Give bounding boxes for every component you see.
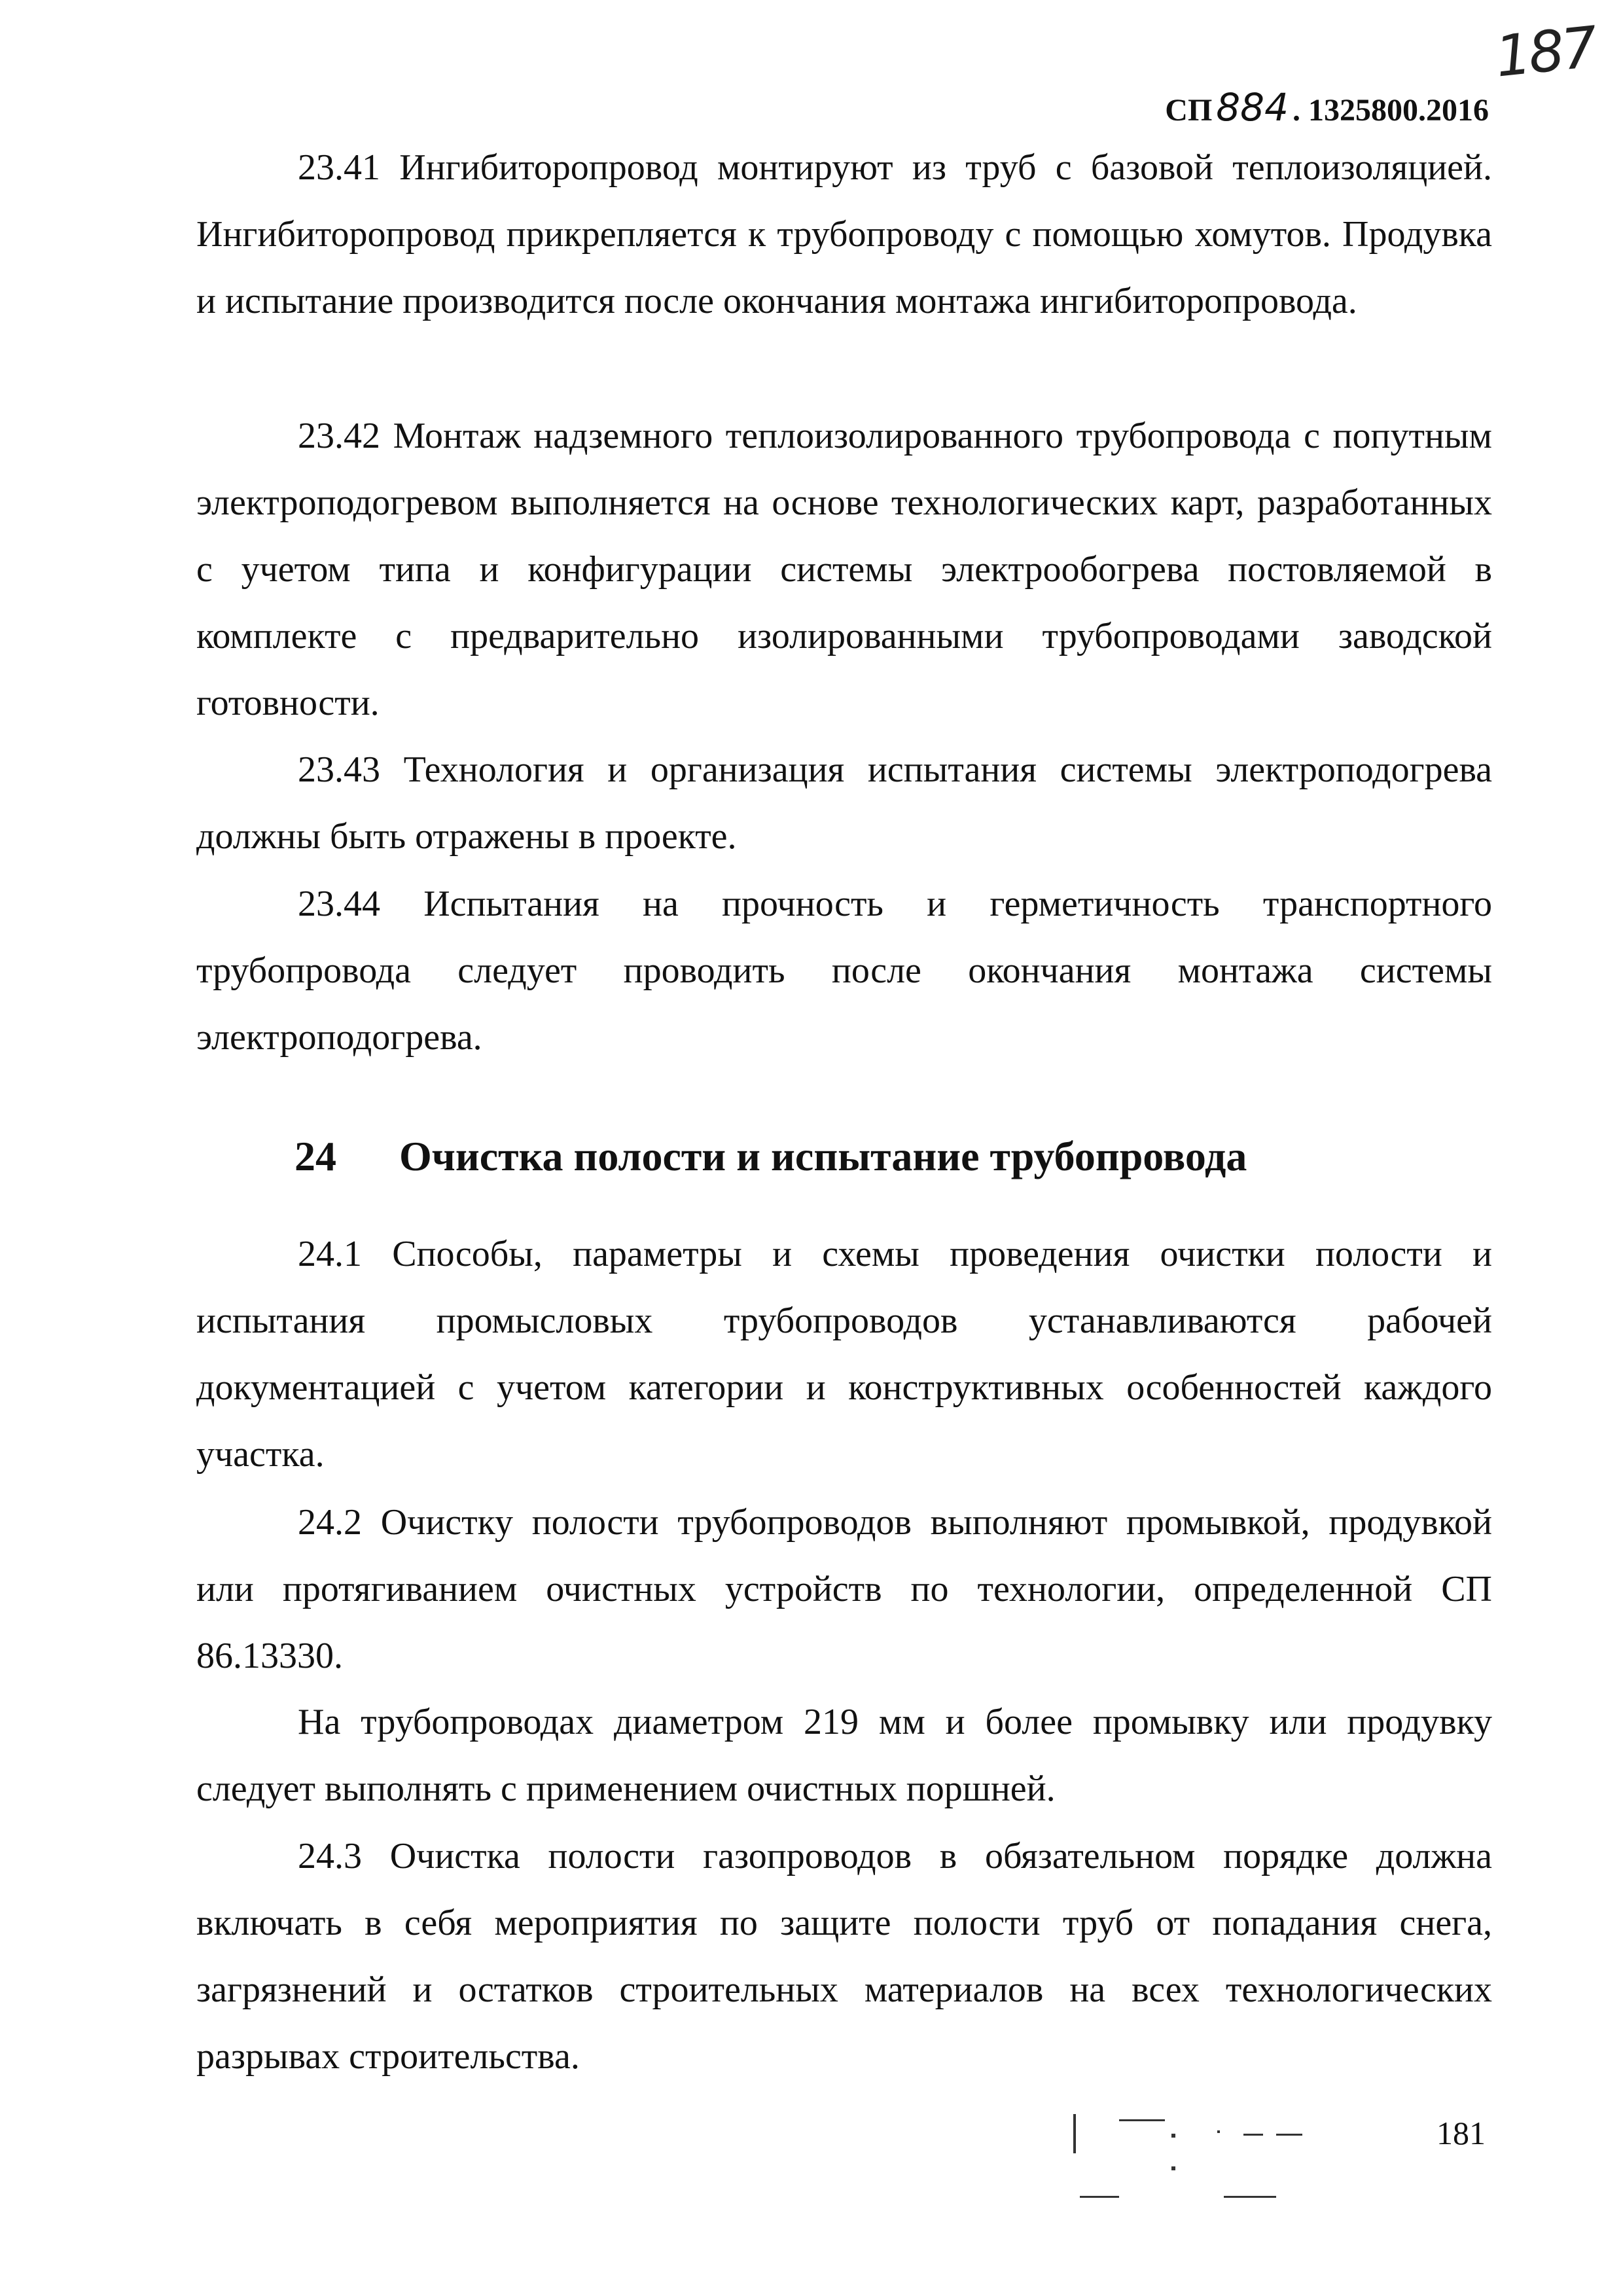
section-number: 24 bbox=[294, 1133, 336, 1179]
document-code bbox=[1165, 85, 1489, 130]
doc-code-handwritten: 884 bbox=[1216, 85, 1289, 130]
paragraph-24-1: 24.1 Способы, параметры и схемы проведения очистки полости и испытания промысловых трубопроводов устанавливаются рабочей документацией с учетом категории и конструктивных особенностей каждого участка. bbox=[196, 1234, 1492, 1475]
doc-code-prefix: СП bbox=[1165, 93, 1213, 128]
paragraph-23-41: 23.41 Ингибиторопровод монтируют из труб с базовой теплоизоляцией. Ингибиторопровод прикрепляется к трубопроводу с помощью хомутов. Продувка и испытание производится после окончания монтажа ингибиторопровода. bbox=[196, 147, 1492, 321]
section-heading bbox=[294, 1132, 1247, 1181]
doc-code-suffix: . 1325800.2016 bbox=[1293, 93, 1489, 128]
paragraph-23-43: 23.43 Технология и организация испытания системы электроподогрева должны быть отражены в проекте. bbox=[196, 749, 1492, 857]
handwritten-page-number: 187 bbox=[1492, 14, 1598, 90]
faded-stamp-marks bbox=[1067, 2114, 1342, 2212]
paragraph-24-2: 24.2 Очистку полости трубопроводов выполняют промывкой, продувкой или протягиванием очистных устройств по технологии, определенной СП 86.13330. bbox=[196, 1502, 1492, 1676]
paragraph-24-2-note: На трубопроводах диаметром 219 мм и более промывку или продувку следует выполнять с применением очистных поршней. bbox=[196, 1702, 1492, 1809]
paragraph-23-42: 23.42 Монтаж надземного теплоизолированного трубопровода с попутным электроподогревом выполняется на основе технологических карт, разработанных с учетом типа и конфигурации системы электрообогрева постовляемой в комплекте с предварительно изолированными трубопроводами заводской готовности. bbox=[196, 416, 1492, 723]
paragraph-24-3: 24.3 Очистка полости газопроводов в обязательном порядке должна включать в себя мероприятия по защите полости труб от попадания снега, загрязнений и остатков строительных материалов на всех технологических разрывах строительства. bbox=[196, 1836, 1492, 2077]
paragraph-23-44: 23.44 Испытания на прочность и герметичность транспортного трубопровода следует проводить после окончания монтажа системы электроподогрева. bbox=[196, 884, 1492, 1058]
page-number: 181 bbox=[1436, 2115, 1486, 2151]
section-title: Очистка полости и испытание трубопровода bbox=[399, 1133, 1247, 1179]
